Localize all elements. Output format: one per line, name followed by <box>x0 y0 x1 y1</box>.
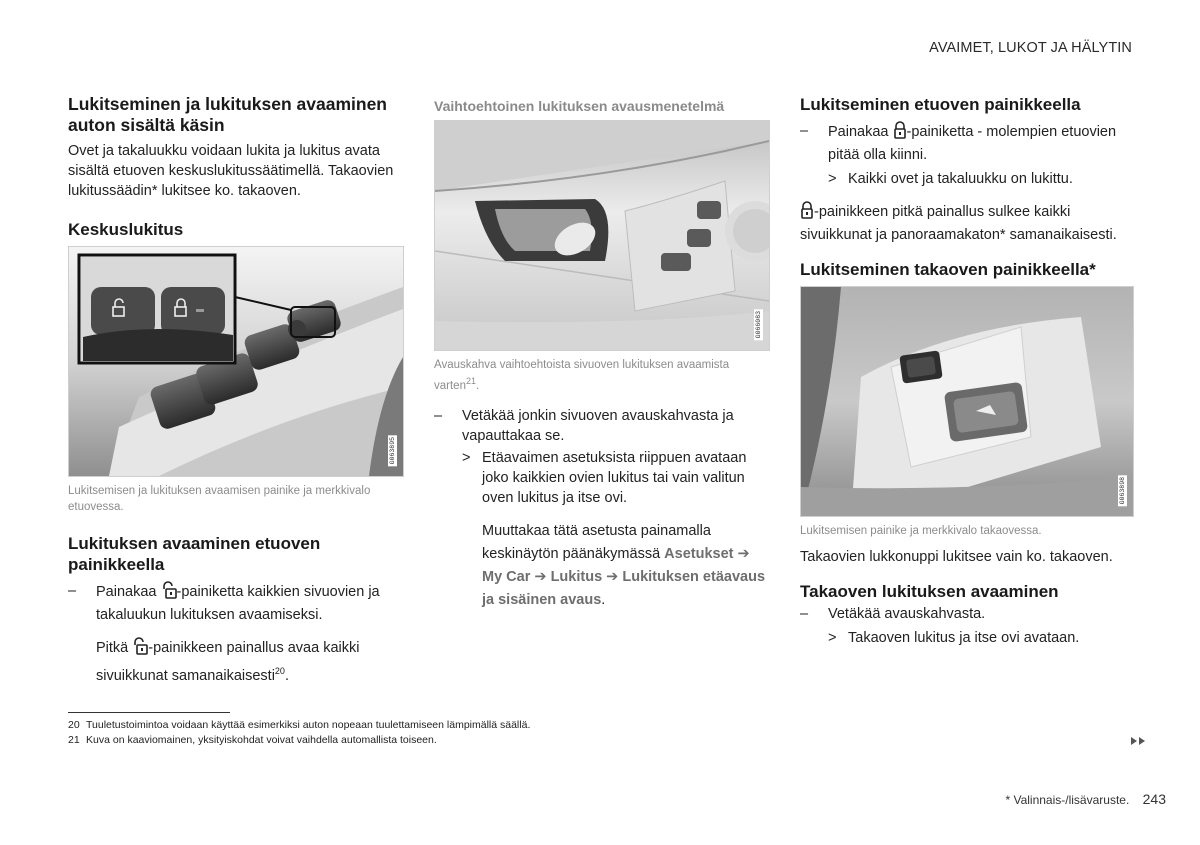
section-title-alternative-unlock: Vaihtoehtoinen lukituksen avausmenetelmä <box>434 98 725 114</box>
footnote-text: Tuuletustoimintoa voidaan käyttää esimerkiksi auton nopeaan tuulettamiseen lämpimällä säällä. <box>86 719 531 731</box>
page-number: 243 <box>1142 791 1166 807</box>
double-triangle-next-icon <box>1130 736 1148 749</box>
unlock-icon <box>161 581 177 605</box>
dash-marker: – <box>800 123 809 139</box>
dash-marker: – <box>800 606 809 622</box>
figure-caption: Lukitsemisen painike ja merkkivalo takaovessa. <box>800 525 1042 537</box>
front-door-panel-illustration <box>69 247 403 476</box>
footnote <box>68 733 968 748</box>
subheading-rear-unlock: Takaoven lukituksen avaaminen <box>800 582 1059 601</box>
note-long-press-unlock <box>68 637 404 686</box>
note-text-post: -painikkeen painallus avaa kaikki sivuikkunat samanaikaisesti <box>96 640 360 684</box>
footnote-number: 20 <box>68 719 80 731</box>
figure-caption: Lukitsemisen ja lukituksen avaamisen painike ja merkkivalo etuovessa. <box>68 485 371 513</box>
page-footer <box>1005 791 1166 807</box>
result-marker: > <box>828 630 837 646</box>
note-long-press-lock <box>800 201 1136 245</box>
figure-code: G063895 <box>389 436 396 464</box>
step-text-post: -painiketta kaikkien sivuovien ja takaluukun lukituksen avaamiseksi. <box>96 584 380 623</box>
lock-icon <box>800 201 814 225</box>
result-text: Kaikki ovet ja takaluukku on lukittu. <box>848 171 1073 187</box>
figure-rear-door-button <box>800 286 1134 517</box>
section-title-interior-locking: Lukitseminen ja lukituksen avaaminen auton sisältä käsin <box>68 94 387 135</box>
paragraph-rear-knob: Takaovien lukkonuppi lukitsee vain ko. takaoven. <box>800 549 1113 565</box>
figure-caption <box>434 357 770 394</box>
result-marker: > <box>828 171 837 187</box>
arrow-icon: ➔ <box>737 545 750 562</box>
footnote <box>68 718 968 733</box>
footnotes <box>68 718 968 748</box>
step-text: Vetäkää jonkin sivuoven avauskahvasta ja vapauttakaa se. <box>462 407 734 444</box>
figure-door-handle <box>434 120 770 351</box>
footnote-number: 21 <box>68 734 80 746</box>
step-press-unlock <box>68 581 404 625</box>
column-right <box>800 94 1136 648</box>
subheading-front-lock: Lukitseminen etuoven painikkeella <box>800 95 1081 114</box>
dash-marker: – <box>68 583 77 599</box>
figure-front-door-lock-buttons <box>68 246 404 477</box>
footnote-text: Kuva on kaaviomainen, yksityiskohdat voivat vaihdella automallista toiseen. <box>86 734 437 746</box>
menu-path-remote-unlock: Lukituksen etäavaus ja sisäinen avaus <box>482 568 766 608</box>
arrow-icon: ➔ <box>534 568 547 585</box>
note-text-pre: Muuttakaa tätä asetusta painamalla keskinäytön päänäkymässä <box>482 522 711 562</box>
figure-code: G066083 <box>755 310 762 338</box>
step-text-post: -painiketta - molempien etuovien pitää olla kiinni. <box>828 124 1117 163</box>
note-end: . <box>284 667 289 684</box>
caption-text: Avauskahva vaihtoehtoista sivuoven lukituksen avaamista varten <box>434 359 730 392</box>
result-marker: > <box>462 449 471 466</box>
result-locked <box>800 169 1136 189</box>
note-text-pre: Pitkä <box>96 640 129 656</box>
result-text: Takaoven lukitus ja itse ovi avataan. <box>848 630 1080 646</box>
step-text: Vetäkää avauskahvasta. <box>828 606 986 622</box>
running-header: AVAIMET, LUKOT JA HÄLYTIN <box>929 40 1132 56</box>
subheading-rear-lock: Lukitseminen takaoven painikkeella* <box>800 260 1096 279</box>
footnote-ref: 21 <box>465 376 476 386</box>
step-press-lock <box>800 121 1136 165</box>
column-left <box>68 94 404 686</box>
dash-marker: – <box>434 407 443 424</box>
footnote-divider <box>68 712 230 713</box>
note-text: -painikkeen pitkä painallus sulkee kaikki sivuikkunat ja panoraamakaton* samanaikaisesti. <box>800 204 1117 243</box>
result-unlock <box>434 448 770 508</box>
note-end: . <box>601 591 606 608</box>
note-change-setting <box>434 520 770 612</box>
optional-equipment-note: * Valinnais-/lisävaruste. <box>1005 793 1130 807</box>
result-text: Etäavaimen asetuksista riippuen avataan joko kaikkien ovien lukitus tai vain valitun oven lukitus ja itse ovi. <box>482 449 747 506</box>
figure-code: G063898 <box>1119 476 1126 504</box>
caption-end: . <box>475 379 480 392</box>
menu-path-locking: Lukitus <box>550 568 603 585</box>
door-handle-illustration <box>435 121 769 350</box>
step-pull-rear-handle <box>800 604 1136 624</box>
step-text-pre: Painakaa <box>828 124 889 140</box>
menu-path-my-car: My Car <box>482 568 531 585</box>
column-middle <box>434 94 770 612</box>
menu-path-settings: Asetukset <box>664 545 734 562</box>
unlock-icon <box>132 637 148 661</box>
subheading-front-unlock: Lukituksen avaaminen etuoven painikkeella <box>68 534 321 574</box>
step-pull-handle <box>434 406 770 446</box>
footnote-ref: 20 <box>274 666 285 676</box>
subheading-central-locking: Keskuslukitus <box>68 220 184 239</box>
step-text-pre: Painakaa <box>96 584 157 600</box>
lock-icon <box>893 121 907 145</box>
result-rear-unlock <box>800 628 1136 648</box>
intro-paragraph: Ovet ja takaluukku voidaan lukita ja lukitus avata sisältä etuoven keskuslukitussäätimellä. Takaovien lukitussäädin* lukitsee ko. takaoven. <box>68 143 394 199</box>
rear-door-panel-illustration <box>801 287 1133 516</box>
arrow-icon: ➔ <box>606 568 619 585</box>
